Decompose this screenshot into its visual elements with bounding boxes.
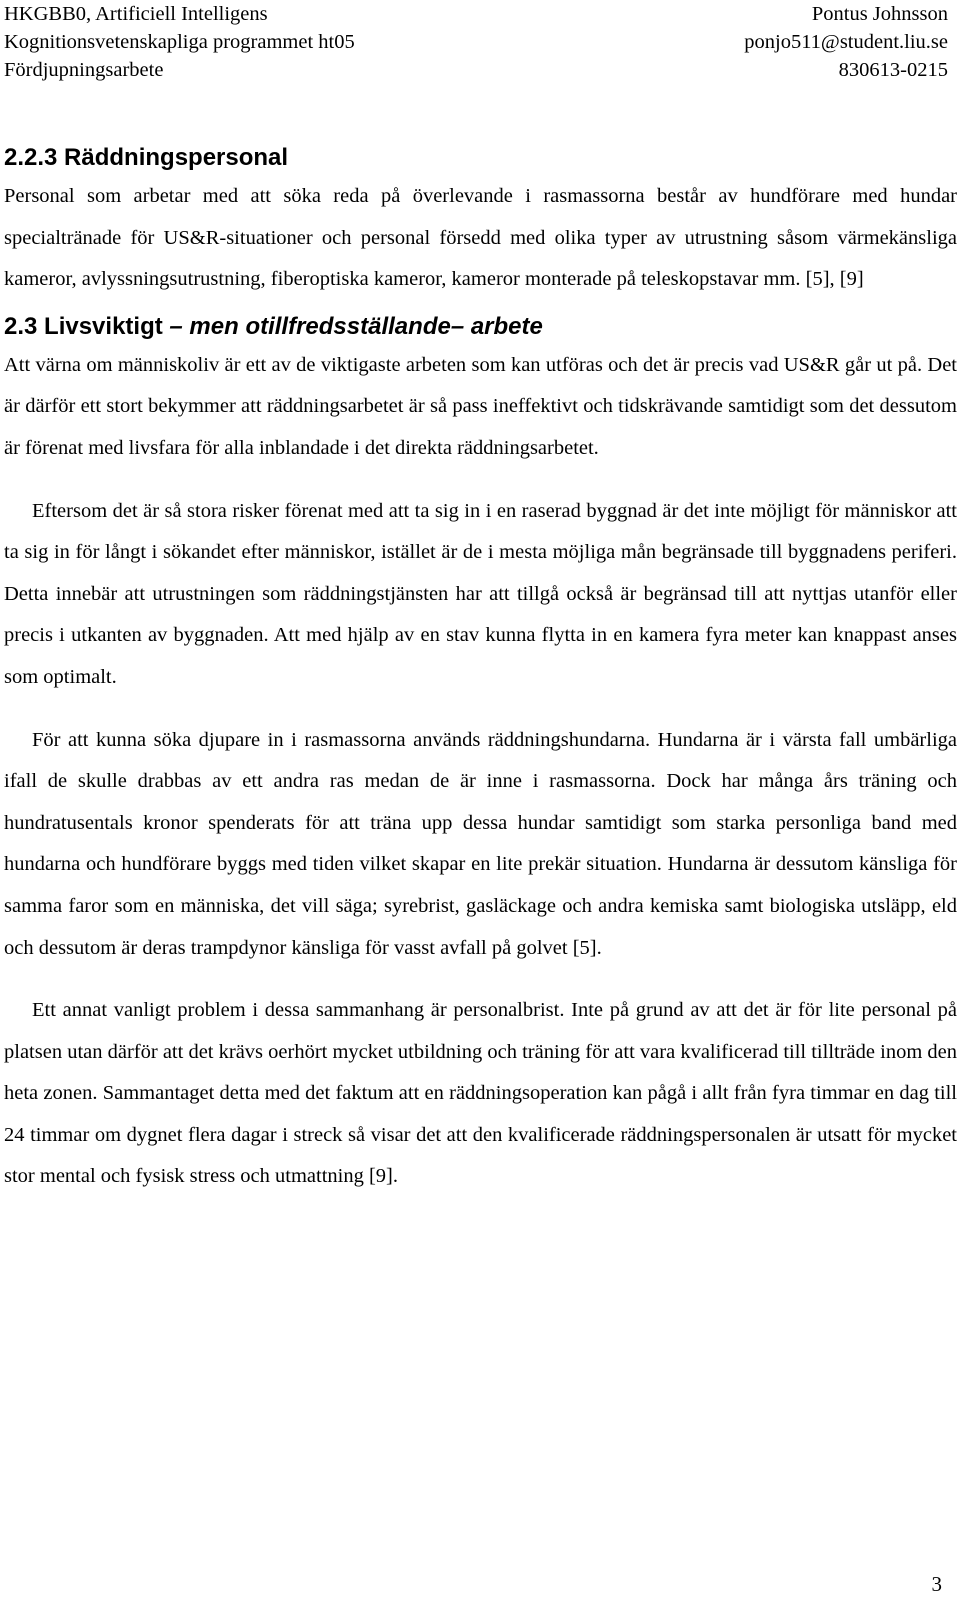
author-name: Pontus Johnsson	[811, 3, 948, 25]
author-id: 830613-0215	[838, 59, 948, 81]
paragraph-staff-shortage: Ett annat vanligt problem i dessa sammanhang är personalbrist. Inte på grund av att det är för lite personal på platsen utan därför att det krävs oerhört mycket utbildning och träning för att vara kvalificerad till tillträde inom den heta zonen. Sammantaget detta med det faktum att en räddningsoperation kan pågå i allt från fyra timmar en dag till 24 timmar om dygnet flera dagar i streck så visar det att den kvalificerade räddningspersonalen är utsatt för mycket stor mental och fysisk stress och utmattning [9].	[4, 999, 957, 1188]
document-type: Fördjupningsarbete	[4, 59, 164, 81]
paragraph-vital-work: Att värna om människoliv är ett av de viktigaste arbeten som kan utföras och det är precis vad US&R går ut på. Det är därför ett stort bekymmer att räddningsarbetet är så pass ineffektivt och tidskrävande samtidigt som det dessutom är förenat med livsfara för alla inblandade i det direkta räddningsarbetet.	[4, 353, 957, 459]
paragraph-rescue-dogs: För att kunna söka djupare in i rasmassorna används räddningshundarna. Hundarna är i värsta fall umbärliga ifall de skulle drabbas av ett andra ras medan de är inne i rasmassorna. Dock har många års träning och hundratusentals kronor spenderats för att träna upp dessa hundar samtidigt som starka personliga band med hundarna och hundförare byggs med tiden vilket skapar en lite prekär situation. Hundarna är dessutom känsliga för samma faror som en människa, det vill säga; syrebrist, gasläckage och andra kemiska samt biologiska utsläpp, eld och dessutom är deras trampdynor känsliga för vasst avfall på golvet [5].	[4, 728, 957, 959]
header-row-2	[4, 28, 948, 56]
paragraph-gap	[4, 470, 957, 491]
paragraph-gap	[4, 969, 957, 990]
paragraph-collapsed-building-risks: Eftersom det är så stora risker förenat med att ta sig in i en raserad byggnad är det inte möjligt för människor att ta sig in för långt i sökandet efter människor, istället är de i mesta möjliga mån begränsade till byggnadens periferi. Detta innebär att utrustningen som räddningstjänsten har att tillgå också är begränsad till att nyttjas utanför eller precis i utkanten av byggnaden. Att med hjälp av en stav kunna flytta in en kamera fyra meter kan knappast anses som optimalt.	[4, 499, 957, 688]
course-code: HKGBB0, Artificiell Intelligens	[4, 3, 268, 25]
program-name: Kognitionsvetenskapliga programmet ht05	[4, 31, 355, 53]
header-row-1	[4, 0, 948, 28]
paragraph-gap	[4, 699, 957, 720]
page-body	[4, 142, 957, 1198]
section-heading-2-3-number: 2.3 Livsviktigt	[4, 312, 170, 340]
author-email: ponjo511@student.liu.se	[744, 31, 948, 53]
page-header	[4, 0, 948, 100]
page-number: 3	[931, 1572, 942, 1596]
header-row-3	[4, 56, 948, 84]
paragraph-rescue-personnel: Personal som arbetar med att söka reda på överlevande i rasmassorna består av hundförare med hundar specialtränade för US&R-situationer och personal försedd med olika typer av utrustning såsom värmekänsliga kameror, avlyssningsutrustning, fiberoptiska kameror, kameror monterade på teleskopstavar mm. [5], [9]	[4, 185, 957, 291]
section-heading-2-3-rest: – men otillfredsställande– arbete	[169, 312, 543, 340]
section-heading-2-3	[4, 311, 957, 345]
section-heading-2-2-3: 2.2.3 Räddningspersonal	[4, 144, 289, 171]
